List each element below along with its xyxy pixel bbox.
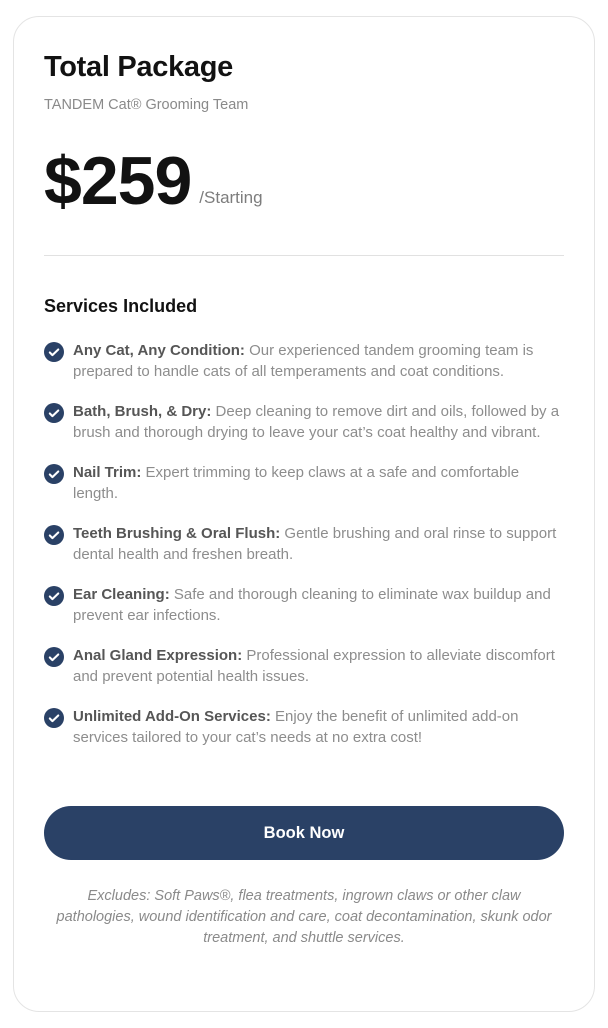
service-description: Professional expression to alleviate discomfort and prevent potential health issues. <box>73 647 555 685</box>
list-item <box>44 585 564 626</box>
list-item <box>44 402 564 443</box>
list-item <box>44 463 564 504</box>
check-circle-icon <box>44 525 64 545</box>
service-text <box>73 341 564 382</box>
check-circle-icon <box>44 708 64 728</box>
list-item <box>44 646 564 687</box>
page-title: Total Package <box>44 51 233 83</box>
services-list <box>44 341 564 748</box>
service-description: Enjoy the benefit of unlimited add-on services tailored to your cat’s needs at no extra cost! <box>73 708 519 746</box>
disclaimer-text: Excludes: Soft Paws®, flea treatments, ingrown claws or other claw pathologies, wound identification and care, coat decontamination, skunk odor treatment, and shuttle services. <box>56 888 552 947</box>
list-item <box>44 341 564 382</box>
book-now-button[interactable]: Book Now <box>44 806 564 860</box>
service-text <box>73 585 564 626</box>
service-description: Our experienced tandem grooming team is prepared to handle cats of all temperaments and coat conditions. <box>73 342 534 380</box>
price-amount: $259 <box>44 143 192 219</box>
service-description: Safe and thorough cleaning to eliminate wax buildup and prevent ear infections. <box>73 586 551 624</box>
service-label: Ear Cleaning: <box>73 586 170 603</box>
services-heading: Services Included <box>44 296 198 316</box>
card-subtitle: TANDEM Cat® Grooming Team <box>44 97 249 113</box>
price-row <box>44 143 564 219</box>
check-circle-icon <box>44 647 64 667</box>
divider <box>44 255 564 256</box>
service-text <box>73 463 564 504</box>
service-label: Unlimited Add-On Services: <box>73 708 271 725</box>
service-description: Deep cleaning to remove dirt and oils, followed by a brush and thorough drying to leave your cat’s coat healthy and vibrant. <box>73 403 560 441</box>
check-circle-icon <box>44 464 64 484</box>
service-label: Nail Trim: <box>73 464 142 481</box>
list-item <box>44 707 564 748</box>
service-description: Expert trimming to keep claws at a safe and comfortable length. <box>73 464 520 502</box>
service-label: Bath, Brush, & Dry: <box>73 403 212 420</box>
service-text <box>73 524 564 565</box>
service-text <box>73 402 564 443</box>
service-label: Teeth Brushing & Oral Flush: <box>73 525 281 542</box>
service-description: Gentle brushing and oral rinse to support dental health and freshen breath. <box>73 525 557 563</box>
list-item <box>44 524 564 565</box>
check-circle-icon <box>44 342 64 362</box>
service-text <box>73 646 564 687</box>
service-label: Any Cat, Any Condition: <box>73 342 245 359</box>
check-circle-icon <box>44 403 64 423</box>
service-text <box>73 707 564 748</box>
price-suffix: /Starting <box>199 188 263 207</box>
pricing-card <box>13 16 595 1012</box>
check-circle-icon <box>44 586 64 606</box>
service-label: Anal Gland Expression: <box>73 647 243 664</box>
